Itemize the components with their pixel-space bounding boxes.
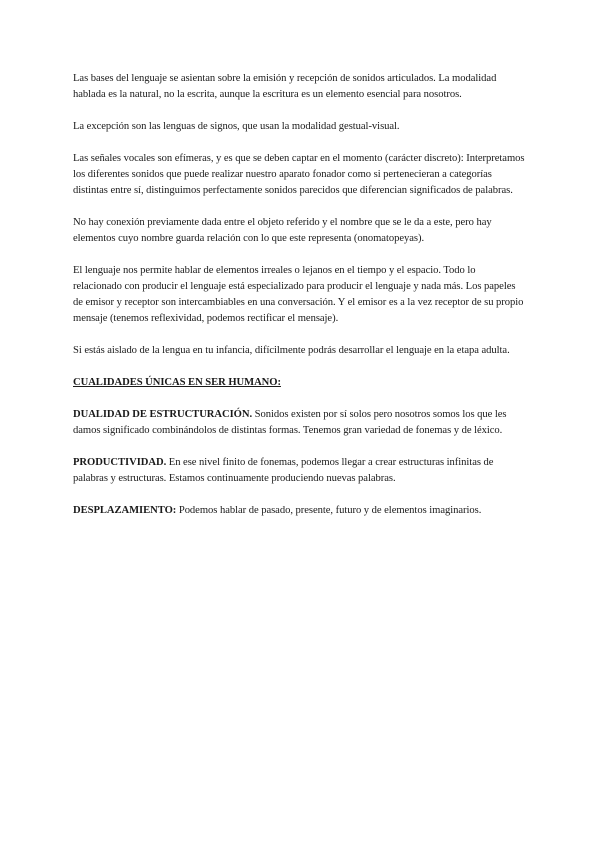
quality-displacement <box>73 503 525 519</box>
paragraph-isolation: Si estás aislado de la lengua en tu infancia, difícilmente podrás desarrollar el lenguaje en la etapa adulta. <box>73 345 510 356</box>
section-heading: CUALIDADES ÚNICAS EN SER HUMANO: <box>73 377 281 388</box>
document-page <box>73 71 525 535</box>
paragraph-language-features: El lenguaje nos permite hablar de elementos irreales o lejanos en el tiempo y el espacio. Todo lo relacionado con producir el lenguaje está especializado para producir el lenguaje y nada más. Los papeles de emisor y receptor son intercambiables en una conversación. Y el emisor es a la vez receptor de su propio mensaje (tenemos reflexividad, podemos rectificar el mensaje). <box>73 265 524 324</box>
quality-duality <box>73 407 525 439</box>
paragraph-articulated-sounds: Las bases del lenguaje se asientan sobre la emisión y recepción de sonidos articulados. La modalidad hablada es la natural, no la escrita, aunque la escritura es un elemento esencial para nosotros. <box>73 73 497 100</box>
quality-term: DESPLAZAMIENTO: <box>73 505 177 516</box>
quality-term: PRODUCTIVIDAD. <box>73 457 167 468</box>
paragraph-vocal-signals: Las señales vocales son efímeras, y es que se deben captar en el momento (carácter discreto): Interpretamos los diferentes sonidos que puede realizar nuestro aparato fonador como si pertenecieran a categorías distintas entre sí, distinguimos perfectamente sonidos parecidos que diferencian significados de palabras. <box>73 153 525 196</box>
quality-text: En ese nivel finito de fonemas, podemos llegar a crear estructuras infinitas de palabras y estructuras. Estamos continuamente produciendo nuevas palabras. <box>73 457 494 484</box>
quality-text: Podemos hablar de pasado, presente, futuro y de elementos imaginarios. <box>176 505 482 516</box>
paragraph-arbitrariness: No hay conexión previamente dada entre el objeto referido y el nombre que se le da a este, pero hay elementos cuyo nombre guarda relación con lo que este representa (onomatopeyas). <box>73 217 492 244</box>
quality-productivity <box>73 455 525 487</box>
quality-term: DUALIDAD DE ESTRUCTURACIÓN. <box>73 409 253 420</box>
paragraph-sign-languages: La excepción son las lenguas de signos, que usan la modalidad gestual-visual. <box>73 121 400 132</box>
quality-text: Sonidos existen por sí solos pero nosotros somos los que les damos significado combinándolos de distintas formas. Tenemos gran variedad de fonemas y de léxico. <box>73 409 507 436</box>
